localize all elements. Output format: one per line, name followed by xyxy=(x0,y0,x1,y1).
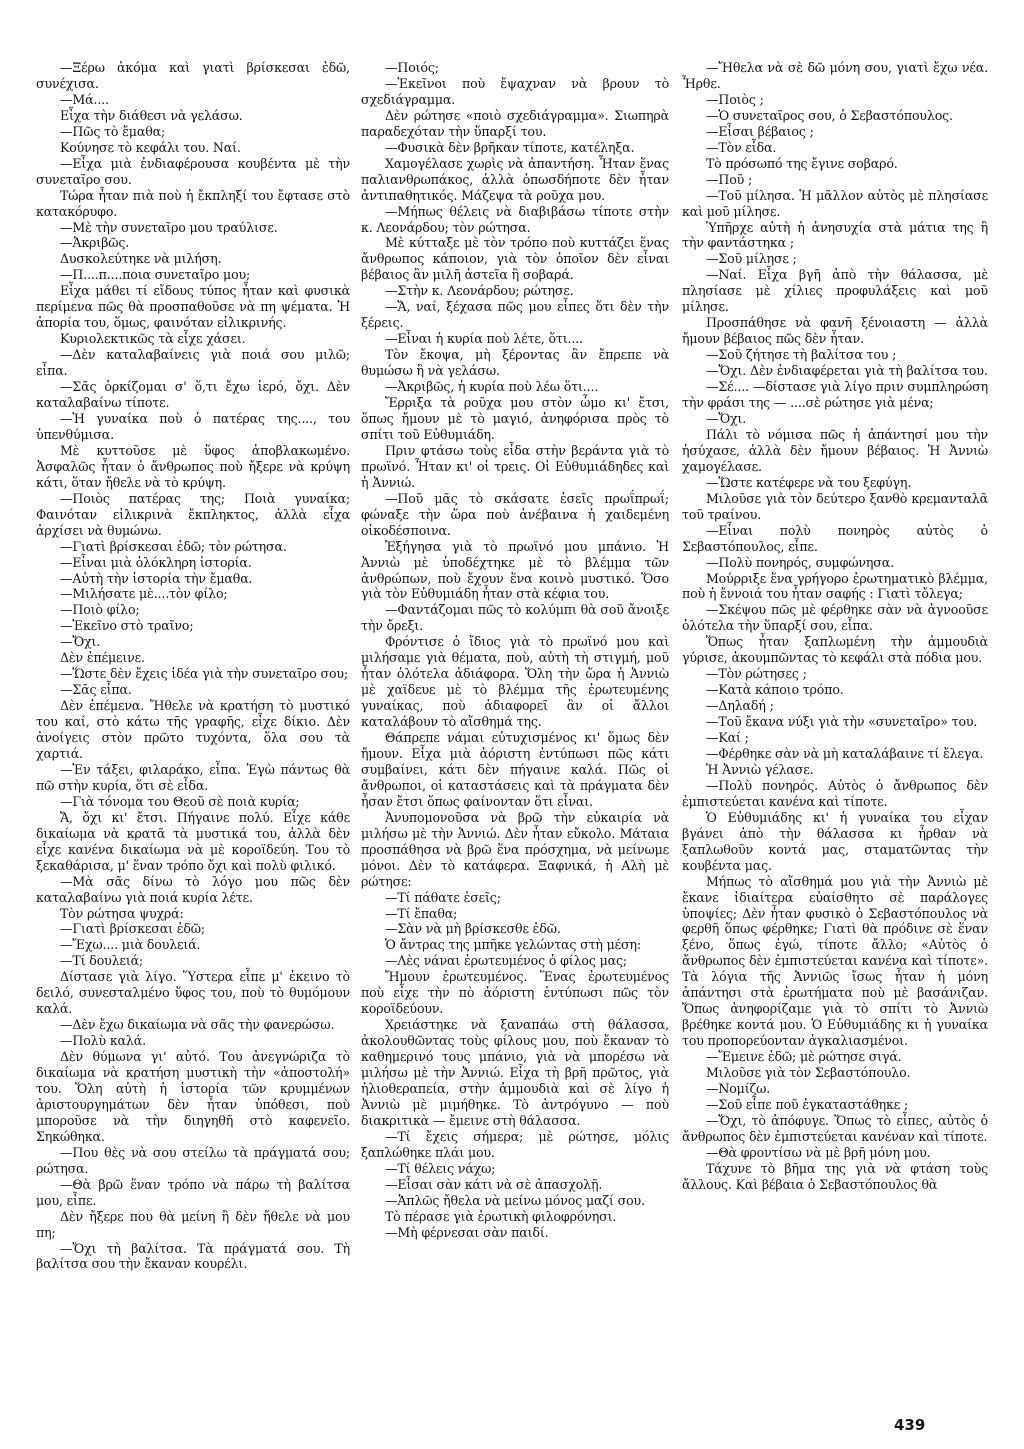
paragraph: —Αὐτὴ τὴν ἱστορία τὴν ἔμαθα. xyxy=(59,570,253,586)
paragraph: —Ἐκεῖνοι ποὺ ἔψαχναν νὰ βρουν τὸ σχεδιάγραμμα. xyxy=(361,75,669,107)
paragraph: —Πῶς τὸ ἔμαθα; xyxy=(59,123,166,139)
paragraph: Τάχυνε τὸ βῆμα της γιὰ νὰ φτάση τοὺς ἄλλους. Καὶ βέβαια ὁ Σεβαστόπουλος θὰ xyxy=(682,1160,988,1192)
paragraph: Μὲ κύτταξε μὲ τὸν τρόπο ποὺ κυττάζει ἕνας ἄνθρωπος κάποιον, γιὰ τὸν ὁποῖον δὲν εἶναι βέβαιος ἂν μιλῆ ἀστεῖα ἢ σοβαρά. xyxy=(361,235,669,283)
paragraph: —Μὰ σᾶς δίνω τὸ λόγο μου πῶς δὲν καταλαβαίνω γιὰ ποιά κυρία λέτε. xyxy=(36,873,350,905)
paragraph: —Μήπως θέλεις νὰ διαβιβάσω τίποτε στὴν κ. Λεονάρδου; τὸν ρώτησα. xyxy=(361,203,669,235)
paragraph: —Εἶναι πολὺ πονηρὸς αὐτὸς ὁ Σεβαστόπουλος, εἶπε. xyxy=(682,522,988,554)
paragraph: —Ἄ, ναί, ξέχασα πῶς μου εἶπες ὅτι δὲν τὴν ξέρεις. xyxy=(361,299,669,331)
paragraph: —Π....π....ποια συνεταῖρο μου; xyxy=(59,267,251,283)
paragraph: Δὲν θύμωνα γι' αὐτό. Του ἀνεγνώριζα τὸ δικαίωμα νὰ κρατήση μυστικὴ τὴν «ἀποστολή» του. Ὅλη αὐτὴ ἡ ἱστορία τῶν κρυμμένων ἀριστουργημάτων δὲν ἦταν ὑπόθεσι, ποὺ μποροῦσε νὰ τὴν διηγηθῆ στὸ καφενεῖο. Σηκώθηκα. xyxy=(36,1049,350,1144)
paragraph: Δὲν ἤξερε που θὰ μείνη ἢ δὲν ἤθελε νὰ μου πη; xyxy=(36,1208,350,1240)
paragraph: —Τοῦ ἔκανα νύξι γιὰ τὴν «συνεταῖρο» του. xyxy=(705,714,978,730)
paragraph: Χρειάστηκε νὰ ξαναπάω στὴ θάλασσα, ἀκολουθῶντας τοὺς φίλους μου, ποὺ ἔκαναν τὸ καθημερινό τους μπάνιο, γιὰ νὰ μπορέσω νὰ μιλήσω μὲ τὴν Ἀννιώ. Εἶχα τὴ βρῆ πρῶτος, γιὰ ἡλιοθεραπεία, στὴν ἀμμουδιὰ καὶ σὲ λίγο ἡ Ἀννιὼ μὲ μιμήθηκε. Τὸ ἀντρόγυνο — ποὺ διακριτικὰ — ἔμεινε στὴ θάλασσα. xyxy=(361,1017,669,1128)
paragraph: Τὸ πρόσωπό της ἔγινε σοβαρό. xyxy=(705,155,898,171)
paragraph: —Δηλαδή ; xyxy=(705,698,774,714)
paragraph: —Σοῦ εἶπε ποῦ ἐγκαταστάθηκε ; xyxy=(705,1096,909,1112)
text-column-left xyxy=(36,60,350,1272)
paragraph: Ἐξήγησα γιὰ τὸ πρωϊνό μου μπάνιο. Ἡ Ἀννιὼ μὲ ὑποδέχτηκε μὲ τὸ βλέμμα τῶν ἀνθρώπων, ποὺ ἔχουν ἕνα κοινὸ μυστικό. Ὅσο γιὰ τὸν Εὐθυμιάδη ἦταν στὰ κέφια του. xyxy=(361,538,669,602)
paragraph: Πάλι τὸ νόμισα πῶς ἡ ἀπάντησί μου τὴν ἡσύχασε, ἀλλὰ δὲν ἤμουν βέβαιος. Ἡ Ἀννιὼ χαμογέλασε. xyxy=(682,426,988,474)
paragraph: Ὁ Εὐθυμιάδης κι' ἡ γυναίκα του εἶχαν βγάνει ἀπὸ τὴν θάλασσα κι ἦρθαν νὰ ξαπλωθοῦν κοντά μας, σταματῶντας τὴν κουβέντα μας. xyxy=(682,809,988,873)
paragraph: —Τὸν εἶδα. xyxy=(705,139,777,155)
paragraph: —Ποιὸς ; xyxy=(705,91,764,107)
paragraph: —Εἶσαι σὰν κάτι νὰ σὲ ἀπασχολῇ. xyxy=(384,1176,603,1192)
paragraph: —Σκέψου πῶς μὲ φέρθηκε σὰν νὰ ἀγνοοῦσε ὁλότελα τὴν ὕπαρξί σου, εἶπα. xyxy=(682,602,988,634)
paragraph: —Γιατὶ βρίσκεσαι ἐδῶ; xyxy=(59,921,205,937)
paragraph: Θάπρεπε νάμαι εὐτυχισμένος κι' ὅμως δὲν ἤμουν. Εἶχα μιὰ ἀόριστη ἐντύπωσι πῶς κάτι συμβαίνει, κάτι δὲν πήγαινε καλά. Πῶς οἱ ἄνθρωποι, οἱ καταστάσεις καὶ τὰ πράγματα δὲν ἦσαν ἔτσι ὅπως φαίνονταν ὅτι εἶναι. xyxy=(361,730,669,809)
paragraph: —Γιὰ τόνομα του Θεοῦ σὲ ποιὰ κυρία; xyxy=(59,793,300,809)
paragraph: —Τί ἔχεις σήμερα; μὲ ρώτησε, μόλις ξαπλώθηκε πλάι μου. xyxy=(361,1128,669,1160)
paragraph: Τὸ πέρασε γιὰ ἐρωτικὴ φιλοφρόνησι. xyxy=(384,1208,617,1224)
paragraph: Ὑπῆρχε αὐτὴ ἡ ἀνησυχία στὰ μάτια της ἢ τὴν φαντάστηκα ; xyxy=(682,219,988,251)
paragraph: —Ποῦ ; xyxy=(705,171,753,187)
paragraph: Δυσκολεύτηκε νὰ μιλήση. xyxy=(59,251,222,267)
paragraph: —Μιλήσατε μὲ....τὸν φίλο; xyxy=(59,586,228,602)
paragraph: —Ὥστε κατέφερε νὰ του ξεφύγη. xyxy=(705,474,912,490)
page-number: 439 xyxy=(894,1416,926,1434)
paragraph: Δὲν ἐπέμενα. Ἤθελε νὰ κρατήση τὸ μυστικό του καί, στὸ κάτω τῆς γραφῆς, εἶχε δίκιο. Δὲν ἀνοίγεις στὸν πρῶτο τυχόντα, ὅλα σου τὰ χαρτιά. xyxy=(36,698,350,761)
paragraph: —Ἐκεῖνο στὸ τραῖνο; xyxy=(59,618,194,634)
paragraph: Ἔρριξα τὰ ροῦχα μου στὸν ὦμο κι' ἔτσι, ὅπως ἤμουν μὲ τὸ μαγιό, ἀνηφόρισα πρὸς τὸ σπίτι τοῦ Εὐθυμιάδη. xyxy=(361,395,669,442)
paragraph: —Ὄχι τὴ βαλίτσα. Τὰ πράγματά σου. Τὴ βαλίτσα σου τὴν ἔκαναν κουρέλι. xyxy=(36,1240,350,1272)
paragraph: —Μά.... xyxy=(59,91,109,107)
paragraph: —Ἀκριβῶς, ἡ κυρία ποὺ λέω ὅτι.... xyxy=(384,379,599,395)
paragraph: —Δὲν καταλαβαίνεις γιὰ ποιά σου μιλῶ; εἶπα. xyxy=(36,347,350,379)
paragraph: —Εἶχα μιὰ ἐνδιαφέρουσα κουβέντα μὲ τὴν συνεταῖρο σου. xyxy=(36,155,350,187)
paragraph: —Ἔμεινε ἐδῶ; μὲ ρώτησε σιγά. xyxy=(705,1049,902,1065)
paragraph: Ὁ ἄντρας της μπῆκε γελώντας στὴ μέση: xyxy=(384,937,641,953)
paragraph: —Ποιὸς πατέρας της; Ποιὰ γυναίκα; Φαινόταν εἰλικρινὰ ἔκπληκτος, ἀλλὰ εἶχα ἀρχίσει νὰ θυμώνω. xyxy=(36,490,350,538)
paragraph: —Ξέρω ἀκόμα καὶ γιατὶ βρίσκεσαι ἐδῶ, συνέχισα. xyxy=(36,60,350,91)
paragraph: —Δὲν ἔχω δικαίωμα νὰ σᾶς τὴν φανερώσω. xyxy=(59,1017,335,1033)
paragraph: —Σέ.... —δίστασε γιὰ λίγο πριν συμπληρώση τὴν φράσι της — ....σὲ ρώτησε γιὰ μένα; xyxy=(682,379,988,411)
paragraph: Μούρριξε ἕνα γρήγορο ἐρωτηματικὸ βλέμμα, ποὺ ἡ ἔννοιά του ἦταν σαφής : Γιατὶ τὄλεγα; xyxy=(682,570,988,602)
paragraph: —Σοῦ ζήτησε τὴ βαλίτσα του ; xyxy=(705,347,897,363)
paragraph: —Ναί. Εἶχα βγῆ ἀπὸ τὴν θάλασσα, μὲ πλησίασε μὲ χίλιες προφυλάξεις καὶ μοῦ μίλησε. xyxy=(682,267,988,315)
paragraph: —Κατὰ κάποιο τρόπο. xyxy=(705,682,844,698)
paragraph: Ἀνυπομονοῦσα νὰ βρῶ τὴν εὐκαιρία νὰ μιλήσω μὲ τὴν Ἀννιώ. Δὲν ἦταν εὔκολο. Μάταια προσπάθησα νὰ βρῶ ἕνα πρόσχημα, νὰ μείνωμε μόνοι. Δὲν τὸ κατάφερα. Ξαφνικά, ἡ Αλὴ μὲ ρώτησε: xyxy=(361,809,669,889)
paragraph: Χαμογέλασε χωρὶς νὰ ἀπαντήση. Ἦταν ἕνας παλιανθρωπάκος, ἀλλὰ ὁπωσδήποτε δὲν ἦταν ἀντιπαθητικός. Μάζεψα τὰ ροῦχα μου. xyxy=(361,155,669,203)
paragraph: —Φαντάζομαι πῶς τὸ κολύμπι θὰ σοῦ ἄνοιξε τὴν ὄρεξι. xyxy=(361,602,669,634)
paragraph: —Φέρθηκε σὰν νὰ μὴ καταλάβαινε τί ἔλεγα. xyxy=(705,745,984,761)
paragraph: —Που θὲς νὰ σου στείλω τὰ πράγματά σου; ρώτησα. xyxy=(36,1144,350,1176)
paragraph: —Τί πάθατε ἐσεῖς; xyxy=(384,889,501,905)
paragraph: Φρόντισε ὁ ἴδιος γιὰ τὸ πρωϊνό μου καὶ μιλήσαμε γιὰ θέματα, ποὺ, αὐτὴ τὴ στιγμή, μοῦ ἦταν ὁλότελα ἀδιάφορα. Ὅλη τὴν ὥρα ἡ Ἀννιὼ μὲ χαϊδευε μὲ τὸ βλέμμα τῆς ἐρωτευμένης γυναίκας, ποὺ ἀδιαφορεῖ ἂν οἱ ἄλλοι καταλάβουν τὸ αἴσθημά της. xyxy=(361,634,669,730)
paragraph: —Σᾶς ὁρκίζομαι σ' ὅ,τι ἔχω ἱερό, ὄχι. Δὲν καταλαβαίνω τίποτε. xyxy=(36,379,350,411)
paragraph: —Λὲς νάναι ἐρωτευμένος ὁ φίλος μας; xyxy=(384,953,627,969)
paragraph: —Τί δουλειά; xyxy=(59,953,144,969)
paragraph: —Ποιὸ φίλο; xyxy=(59,602,140,618)
paragraph: —Ἐν τάξει, φιλαράκο, εἶπα. Ἐγὼ πάντως θὰ πῶ στὴν κυρία, ὅτι σὲ εἶδα. xyxy=(36,761,350,793)
paragraph: Δίστασε γιὰ λίγο. Ὕστερα εἶπε μ' ἐκεινο τὸ δειλό, συνεσταλμένο ὕφος του, ποὺ τὸ θυμόμουν καλά. xyxy=(36,969,350,1017)
paragraph: Κυριολεκτικῶς τὰ εἶχε χάσει. xyxy=(59,331,246,347)
paragraph: —Θὰ βρῶ ἕναν τρόπο νὰ πάρω τὴ βαλίτσα μου, εἶπε. xyxy=(36,1176,350,1208)
paragraph: Ὅπως ἦταν ξαπλωμένη τὴν ἀμμουδιὰ γύρισε, ἀκουμπῶντας τὸ κεφάλι στὰ πόδια μου. xyxy=(682,634,988,666)
paragraph: —Ὄχι. xyxy=(59,634,101,650)
paragraph: Μιλοῦσε γιὰ τὸν Σεβαστόπουλο. xyxy=(705,1065,911,1081)
paragraph: —Ὄχι, τὸ ἀπόφυγε. Ὅπως τὸ εἶπες, αὐτὸς ὁ ἄνθρωπος δὲν ἐμπιστεύεται κανέναν καὶ τίποτε. xyxy=(682,1112,988,1144)
paragraph: —Στὴν κ. Λεονάρδου; ρώτησε. xyxy=(384,283,574,299)
text-column-middle xyxy=(361,60,669,1241)
paragraph: —Τί ἔπαθα; xyxy=(384,905,458,921)
paragraph: Τώρα ἦταν πιὰ ποὺ ἡ ἔκπληξί του ἔφτασε στὸ κατακόρυφο. xyxy=(36,187,350,219)
paragraph: —Πολὺ πονηρός, συμφώνησα. xyxy=(705,554,894,570)
paragraph: Δὲν ἐπέμεινε. xyxy=(59,650,145,666)
paragraph: Τὸν ἔκοψα, μὴ ξέροντας ἂν ἔπρεπε νὰ θυμώσω ἢ νὰ γελάσω. xyxy=(361,347,669,379)
paragraph: —Ἔχω.... μιὰ δουλειά. xyxy=(59,937,201,953)
paragraph: Προσπάθησε νὰ φανῆ ξένοιαστη — ἀλλὰ ἤμουν βέβαιος πῶς δὲν ἦταν. xyxy=(682,315,988,347)
paragraph: —Τὸν ρώτησες ; xyxy=(705,666,807,682)
paragraph: —Ποιός; xyxy=(384,60,439,75)
paragraph: —Νομίζω. xyxy=(705,1081,771,1096)
paragraph: Μιλοῦσε γιὰ τὸν δεύτερο ξανθὸ κρεμανταλᾶ τοῦ τραίνου. xyxy=(682,490,988,522)
paragraph: Δὲν ρώτησε «ποιὸ σχεδιάγραμμα». Σιωπηρὰ παραδεχόταν τὴν ὕπαρξί του. xyxy=(361,107,669,139)
paragraph: —Ὥστε δὲν ἔχεις ἰδέα γιὰ τὴν συνεταῖρο σου; xyxy=(59,666,348,682)
paragraph: Εἶχα τὴν διάθεσι νὰ γελάσω. xyxy=(59,107,243,123)
paragraph: Εἶχα μάθει τί εἴδους τύπος ἦταν καὶ φυσικὰ περίμενα πῶς θὰ προσπαθοῦσε νὰ πη ψέματα. Ἡ ἀπορία του, ὅμως, φαινόταν εἰλικρινής. xyxy=(36,283,350,331)
paragraph: —Ἁπλῶς ἤθελα νὰ μείνω μόνος μαζί σου. xyxy=(384,1192,645,1208)
paragraph: —Ἀκριβῶς. xyxy=(59,235,130,251)
paragraph: —Εἶναι ἡ κυρία ποὺ λέτε, ὅτι.... xyxy=(384,331,583,347)
paragraph: —Μὲ τὴν συνεταῖρο μου τραύλισε. xyxy=(59,219,278,235)
paragraph: —Τοῦ μίλησα. Ἡ μᾶλλον αὐτὸς μὲ πλησίασε καὶ μοῦ μίλησε. xyxy=(682,187,988,219)
paragraph: —Σοῦ μίλησε ; xyxy=(705,251,797,267)
paragraph: —Εἶναι μιὰ ὁλόκληρη ἱστορία. xyxy=(59,554,252,570)
paragraph: Πριν φτάσω τοὺς εἶδα στὴν βεράντα γιὰ τὸ πρωϊνό. Ἦταν κι' οἱ τρεις. Οἱ Εὐθυμιάδηδες καὶ ἡ Ἀννιώ. xyxy=(361,442,669,490)
paragraph: Ἄ, ὄχι κι' ἔτσι. Πήγαινε πολύ. Εἶχε κάθε δικαίωμα νὰ κρατᾶ τὰ μυστικά του, ἀλλὰ δὲν εἶχε κανένα δικαίωμα νὰ μὲ κοροϊδεύη. Του τὸ ξεκαθάρισα, μ' ἕναν τρόπο ὄχι καὶ πολὺ φιλικό. xyxy=(36,809,350,873)
paragraph: Ἤμουν ἐρωτευμένος. Ἕνας ἐρωτευμένος ποὺ εἶχε τὴν πὸ ἀόριστη ἐντύπωσι πῶς τὸν κοροϊδεύουν. xyxy=(361,969,669,1017)
paragraph: —Τί θέλεις νάχω; xyxy=(384,1160,496,1176)
paragraph: —Γιατὶ βρίσκεσαι ἐδῶ; τὸν ρώτησα. xyxy=(59,538,287,554)
paragraph: —Θὰ φροντίσω νὰ μὲ βρῆ μόνη μου. xyxy=(705,1144,931,1160)
paragraph: —Πολὺ καλά. xyxy=(59,1033,146,1049)
paragraph: —Ποῦ μᾶς τὸ σκάσατε ἐσεῖς πρωΐπρωΐ; φώναξε τὴν ὥρα ποὺ ἀνέβαινα ἡ χαιδεμένη οἰκοδέσποινα. xyxy=(361,490,669,538)
paragraph: —Ὁ συνεταῖρος σου, ὁ Σεβαστόπουλος. xyxy=(705,107,953,123)
paragraph: —Καί ; xyxy=(705,730,749,746)
paragraph: Ἡ Ἀννιὼ γέλασε. xyxy=(705,761,814,777)
paragraph: Τὸν ρώτησα ψυχρά: xyxy=(59,905,184,921)
paragraph: Κούνησε τὸ κεφάλι του. Ναί. xyxy=(59,139,241,155)
paragraph: —Ὄχι. Δὲν ἐνδιαφέρεται γιὰ τὴ βαλίτσα του. xyxy=(705,363,988,379)
paragraph: —Ἤθελα νὰ σὲ δῶ μόνη σου, γιατὶ ἔχω νέα. Ἦρθε. xyxy=(682,60,988,91)
paragraph: —Σὰν νὰ μὴ βρίσκεσθε ἐδῶ. xyxy=(384,921,561,937)
paragraph: Μήπως τὸ αἴσθημά μου γιὰ τὴν Ἀννιὼ μὲ ἔκανε ἰδιαίτερα εὐαίσθητο σὲ παράλογες ὑποψίες; Δὲν ἦταν φυσικὸ ὁ Σεβαστόπουλος νὰ φερθῆ ὅπως φέρθηκε; Γιατὶ θὰ πρόδινε σὲ ἕναν ξένο, ὅπως ἐγώ, τίποτε ἄλλο; «Αὐτὸς ὁ ἄνθρωπος δὲν ἐμπιστεύεται κανένα καὶ τίποτε». Τὰ λόγια τῆς Ἀννιῶς ἴσως ἦταν ἡ μόνη ἀπάντησι στὰ ἐρωτήματα ποὺ μὲ βασάνιζαν. Ὅπως ἀνηφορίζαμε γιὰ τὸ σπίτι τὸ Ἀννιὼ βρέθηκε κοντά μου. Ὁ Εὐθυμιάδης κι ἡ γυναίκα του προπορεύονταν ἀγκαλιασμένοι. xyxy=(682,873,988,1049)
paragraph: —Ἡ γυναίκα ποὺ ὁ πατέρας της...., του ὑπενθύμισα. xyxy=(36,410,350,442)
paragraph: —Σᾶς εἶπα. xyxy=(59,682,132,698)
paragraph: —Μὴ φέρνεσαι σὰν παιδί. xyxy=(384,1224,549,1240)
paragraph: —Πολὺ πονηρός. Αὐτὸς ὁ ἄνθρωπος δὲν ἐμπιστεύεται κανένα καὶ τίποτε. xyxy=(682,777,988,809)
paragraph: —Εἶσαι βέβαιος ; xyxy=(705,123,814,139)
paragraph: —Φυσικὰ δὲν βρῆκαν τίποτε, κατέληξα. xyxy=(384,139,635,155)
text-column-right xyxy=(682,60,988,1193)
paragraph: —Ὄχι. xyxy=(705,410,747,426)
paragraph: Μὲ κυττοῦσε μὲ ὕφος ἀποβλακωμένο. Ἀσφαλῶς ἦταν ὁ ἄνθρωπος ποὺ ἤξερε νὰ κρύψη κάτι, ὅταν ἤθελε νὰ τὸ κρύψη. xyxy=(36,442,350,490)
